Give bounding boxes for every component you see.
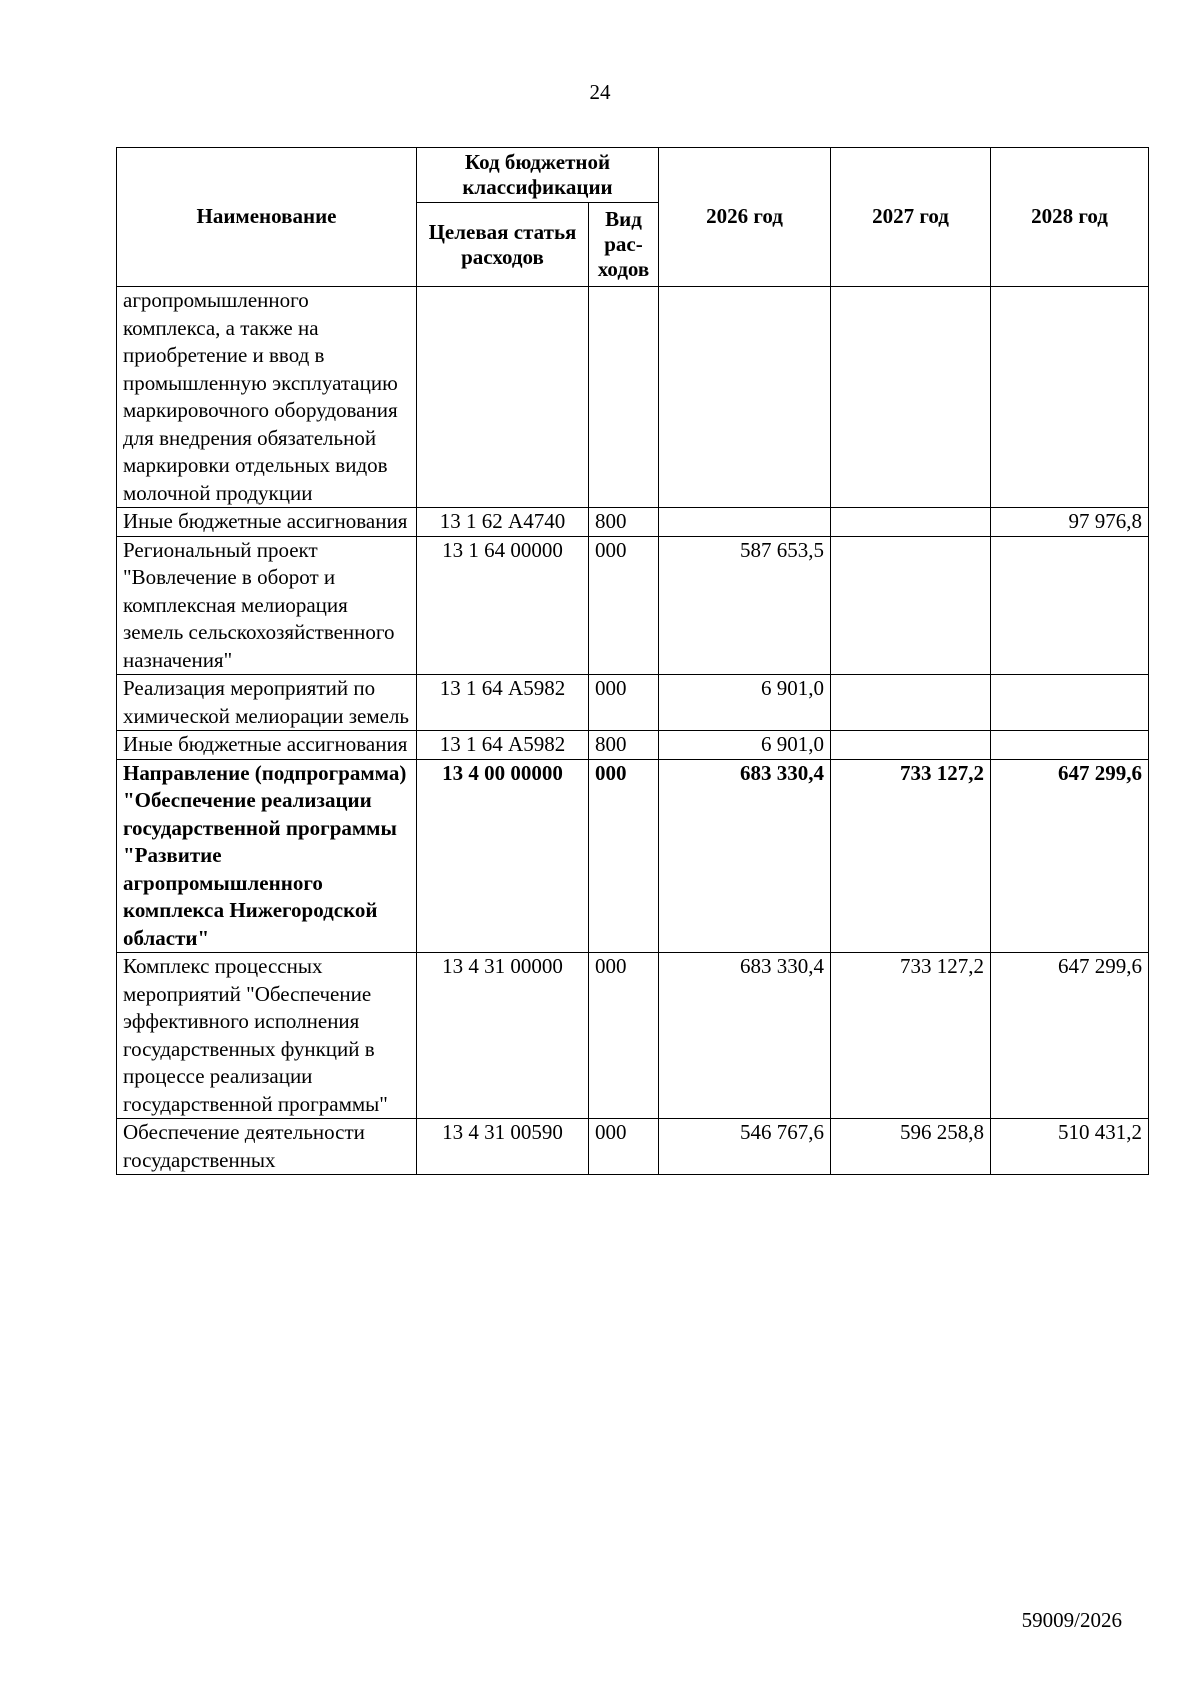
row-code: 13 1 64 А5982 bbox=[417, 675, 589, 731]
header-year-2026: 2026 год bbox=[659, 148, 831, 287]
row-2027 bbox=[831, 731, 991, 760]
header-year-2027: 2027 год bbox=[831, 148, 991, 287]
row-2026: 546 767,6 bbox=[659, 1119, 831, 1175]
row-2027: 733 127,2 bbox=[831, 759, 991, 953]
table-row bbox=[117, 508, 1149, 537]
row-expense-type: 000 bbox=[589, 1119, 659, 1175]
row-2027 bbox=[831, 675, 991, 731]
row-2028: 647 299,6 bbox=[991, 759, 1149, 953]
row-2026: 683 330,4 bbox=[659, 953, 831, 1119]
row-2026 bbox=[659, 287, 831, 508]
row-name: Иные бюджетные ассигнования bbox=[117, 508, 417, 537]
row-expense-type bbox=[589, 287, 659, 508]
table-header bbox=[117, 148, 1149, 287]
row-2027: 596 258,8 bbox=[831, 1119, 991, 1175]
row-expense-type: 000 bbox=[589, 675, 659, 731]
row-2028 bbox=[991, 675, 1149, 731]
header-code-group: Код бюджетной классификации bbox=[417, 148, 659, 203]
row-expense-type: 000 bbox=[589, 536, 659, 675]
row-2026: 683 330,4 bbox=[659, 759, 831, 953]
header-year-2028: 2028 год bbox=[991, 148, 1149, 287]
row-code bbox=[417, 287, 589, 508]
row-2028: 510 431,2 bbox=[991, 1119, 1149, 1175]
header-name: Наименование bbox=[117, 148, 417, 287]
row-expense-type: 800 bbox=[589, 508, 659, 537]
row-2028 bbox=[991, 536, 1149, 675]
row-name: Региональный проект "Вовлечение в оборот и комплексная мелиорация земель сельскохозяйственного назначения" bbox=[117, 536, 417, 675]
row-2028: 97 976,8 bbox=[991, 508, 1149, 537]
row-code: 13 1 62 А4740 bbox=[417, 508, 589, 537]
row-code: 13 1 64 00000 bbox=[417, 536, 589, 675]
table-row bbox=[117, 731, 1149, 760]
table-row bbox=[117, 536, 1149, 675]
row-2027: 733 127,2 bbox=[831, 953, 991, 1119]
header-target-article: Целевая статья расходов bbox=[417, 203, 589, 287]
row-2027 bbox=[831, 508, 991, 537]
row-2028: 647 299,6 bbox=[991, 953, 1149, 1119]
row-code: 13 1 64 А5982 bbox=[417, 731, 589, 760]
row-2026: 587 653,5 bbox=[659, 536, 831, 675]
row-expense-type: 000 bbox=[589, 953, 659, 1119]
row-2028 bbox=[991, 287, 1149, 508]
row-name: Реализация мероприятий по химической мелиорации земель bbox=[117, 675, 417, 731]
page-number: 24 bbox=[589, 80, 611, 104]
table-row bbox=[117, 287, 1149, 508]
row-name: агропромышленного комплекса, а также на приобретение и ввод в промышленную эксплуатацию маркировочного оборудования для внедрения обязательной маркировки отдельных видов молочной продукции bbox=[117, 287, 417, 508]
row-2027 bbox=[831, 287, 991, 508]
row-expense-type: 000 bbox=[589, 759, 659, 953]
row-2026: 6 901,0 bbox=[659, 675, 831, 731]
table-row bbox=[117, 675, 1149, 731]
row-code: 13 4 31 00590 bbox=[417, 1119, 589, 1175]
row-name: Направление (подпрограмма) "Обеспечение реализации государственной программы "Развитие агропромышленного комплекса Нижегородской области" bbox=[117, 759, 417, 953]
row-code: 13 4 31 00000 bbox=[417, 953, 589, 1119]
row-name: Комплекс процессных мероприятий "Обеспечение эффективного исполнения государственных функций в процессе реализации государственной программы" bbox=[117, 953, 417, 1119]
row-code: 13 4 00 00000 bbox=[417, 759, 589, 953]
budget-table bbox=[116, 147, 1149, 1175]
row-name: Обеспечение деятельности государственных bbox=[117, 1119, 417, 1175]
row-name: Иные бюджетные ассигнования bbox=[117, 731, 417, 760]
row-2026 bbox=[659, 508, 831, 537]
row-2027 bbox=[831, 536, 991, 675]
document-number: 59009/2026 bbox=[1021, 1608, 1122, 1632]
row-2026: 6 901,0 bbox=[659, 731, 831, 760]
row-expense-type: 800 bbox=[589, 731, 659, 760]
table-row bbox=[117, 1119, 1149, 1175]
table-row bbox=[117, 953, 1149, 1119]
header-expense-type: Вид рас-ходов bbox=[589, 203, 659, 287]
row-2028 bbox=[991, 731, 1149, 760]
table-row bbox=[117, 759, 1149, 953]
